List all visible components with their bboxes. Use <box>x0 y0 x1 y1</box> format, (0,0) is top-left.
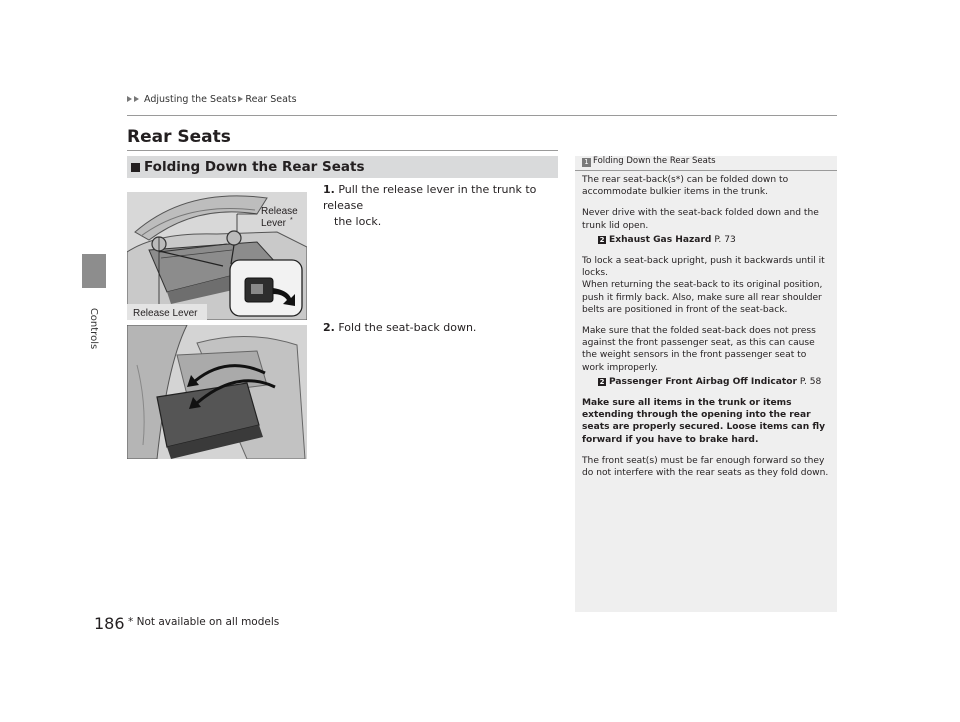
breadcrumb-item-rear-seats[interactable]: Rear Seats <box>245 94 297 105</box>
header-divider <box>127 115 837 116</box>
page-title: Rear Seats <box>127 127 231 147</box>
step-1 <box>323 182 563 230</box>
note-paragraph: The front seat(s) must be far enough forward so they do not interfere with the rear seats as they fold down. <box>582 455 829 479</box>
note-paragraph: To lock a seat-back upright, push it backwards until it locks. <box>582 256 825 279</box>
note-marker-icon: 1 <box>582 158 591 167</box>
step-text-line1: Pull the release lever in the trunk to release <box>323 183 537 212</box>
note-title-text: Folding Down the Rear Seats <box>593 156 716 166</box>
subsection-title: Folding Down the Rear Seats <box>144 159 365 175</box>
step-2 <box>323 320 563 336</box>
reference-page: P. 73 <box>714 234 736 245</box>
note-paragraph: Make sure that the folded seat-back does not press against the front passenger seat, as this can cause the weight sensors in the front passenger seat to work improperly. <box>582 326 816 373</box>
chapter-label: Controls <box>88 307 100 349</box>
release-lever-asterisk: * <box>290 217 293 224</box>
trunk-drawing <box>127 192 307 320</box>
breadcrumb-arrow-icon <box>134 96 139 102</box>
square-bullet-icon <box>131 163 140 172</box>
breadcrumb <box>127 94 297 105</box>
cross-reference-exhaust[interactable] <box>582 234 830 246</box>
chapter-label-wrap <box>76 298 112 358</box>
seat-drawing <box>127 325 307 459</box>
breadcrumb-arrow-icon <box>127 96 132 102</box>
note-warning: Make sure all items in the trunk or items extending through the opening into the rear seats are properly secured. Loose items can fly forward if you have to brake hard. <box>582 398 825 445</box>
subsection-header <box>127 156 558 178</box>
reference-arrow-icon: 2 <box>599 377 605 386</box>
step-text-line2: the lock. <box>334 215 382 228</box>
note-body <box>582 174 830 488</box>
title-divider <box>127 150 558 151</box>
release-lever-bottom-label: Release Lever <box>133 308 198 319</box>
note-title <box>582 156 716 167</box>
seat-fold-illustration <box>127 325 307 459</box>
note-paragraph: Never drive with the seat-back folded down and the trunk lid open. <box>582 208 819 231</box>
breadcrumb-arrow-icon <box>238 96 243 102</box>
reference-page: P. 58 <box>799 376 822 387</box>
page-number: 186 <box>94 614 125 633</box>
reference-arrow-icon: 2 <box>599 235 605 244</box>
release-lever-label-line2: Lever <box>261 218 287 229</box>
footnote: * Not available on all models <box>128 616 280 628</box>
step-number: 2. <box>323 321 335 334</box>
step-number: 1. <box>323 183 335 196</box>
cross-reference-airbag[interactable] <box>582 376 830 388</box>
reference-label: Passenger Front Airbag Off Indicator <box>609 376 798 387</box>
note-paragraph: The rear seat-back(s*) can be folded down to accommodate bulkier items in the trunk. <box>582 175 789 198</box>
trunk-illustration <box>127 192 307 320</box>
breadcrumb-item-adjusting-seats[interactable]: Adjusting the Seats <box>144 94 237 105</box>
note-paragraph: When returning the seat-back to its original position, push it firmly back. Also, make sure all rear shoulder belts are positioned in front of the seat-back. <box>582 280 823 315</box>
reference-label: Exhaust Gas Hazard <box>609 234 712 245</box>
note-divider <box>575 170 837 171</box>
step-text-line1: Fold the seat-back down. <box>338 321 477 334</box>
chapter-tab <box>82 254 106 288</box>
release-lever-label-line1: Release <box>261 206 298 217</box>
